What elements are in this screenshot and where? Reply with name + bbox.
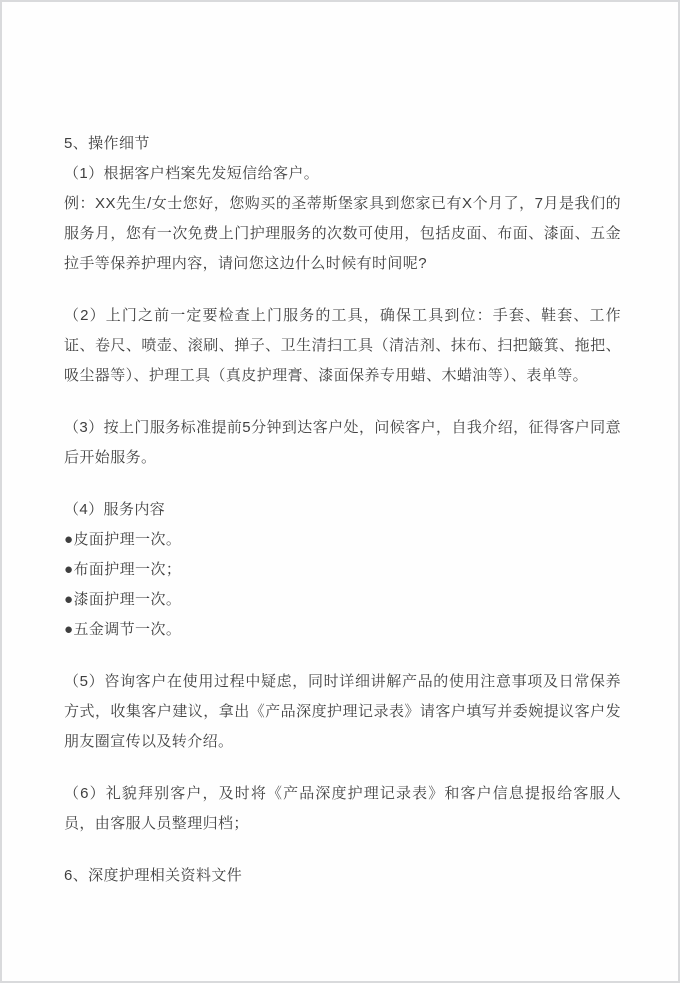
text-line: ●漆面护理一次。 bbox=[64, 591, 182, 608]
step-3-arrival-standard bbox=[64, 413, 621, 473]
text-line: ●五金调节一次。 bbox=[64, 621, 182, 638]
text-line: （2）上门之前一定要检查上门服务的工具，确保工具到位：手套、鞋套、工作证、卷尺、喷壶、滚刷、掸子、卫生清扫工具（清洁剂、抹布、扫把簸箕、拖把、吸尘器等）、护理工具（真皮护理膏、漆面保养专用蜡、木蜡油等）、表单等。 bbox=[64, 307, 621, 384]
document-body bbox=[64, 129, 621, 913]
text-line: （6）礼貌拜别客户，及时将《产品深度护理记录表》和客户信息提报给客服人员，由客服人员整理归档； bbox=[64, 785, 621, 832]
text-line: 例：XX先生/女士您好，您购买的圣蒂斯堡家具到您家已有X个月了，7月是我们的服务月，您有一次免费上门护理服务的次数可使用，包括皮面、布面、漆面、五金拉手等保养护理内容，请问您这边什么时候有时间呢? bbox=[64, 195, 621, 272]
text-line: ●布面护理一次； bbox=[64, 561, 182, 578]
text-line: ●皮面护理一次。 bbox=[64, 531, 182, 548]
step-5-consult-and-record bbox=[64, 667, 621, 757]
step-2-tools-check bbox=[64, 301, 621, 391]
section-5-operation-details bbox=[64, 129, 621, 279]
text-line: 6、深度护理相关资料文件 bbox=[64, 867, 243, 884]
text-line: （3）按上门服务标准提前5分钟到达客户处，问候客户，自我介绍，征得客户同意后开始服务。 bbox=[64, 419, 621, 466]
text-line: （5）咨询客户在使用过程中疑虑，同时详细讲解产品的使用注意事项及日常保养方式，收集客户建议，拿出《产品深度护理记录表》请客户填写并委婉提议客户发朋友圈宣传以及转介绍。 bbox=[64, 673, 621, 750]
text-line: （4）服务内容 bbox=[64, 501, 166, 518]
step-4-service-content bbox=[64, 495, 621, 645]
text-line: （1）根据客户档案先发短信给客户。 bbox=[64, 165, 320, 182]
text-line: 5、操作细节 bbox=[64, 135, 150, 152]
step-6-farewell-and-report bbox=[64, 779, 621, 839]
section-6-heading bbox=[64, 861, 621, 891]
